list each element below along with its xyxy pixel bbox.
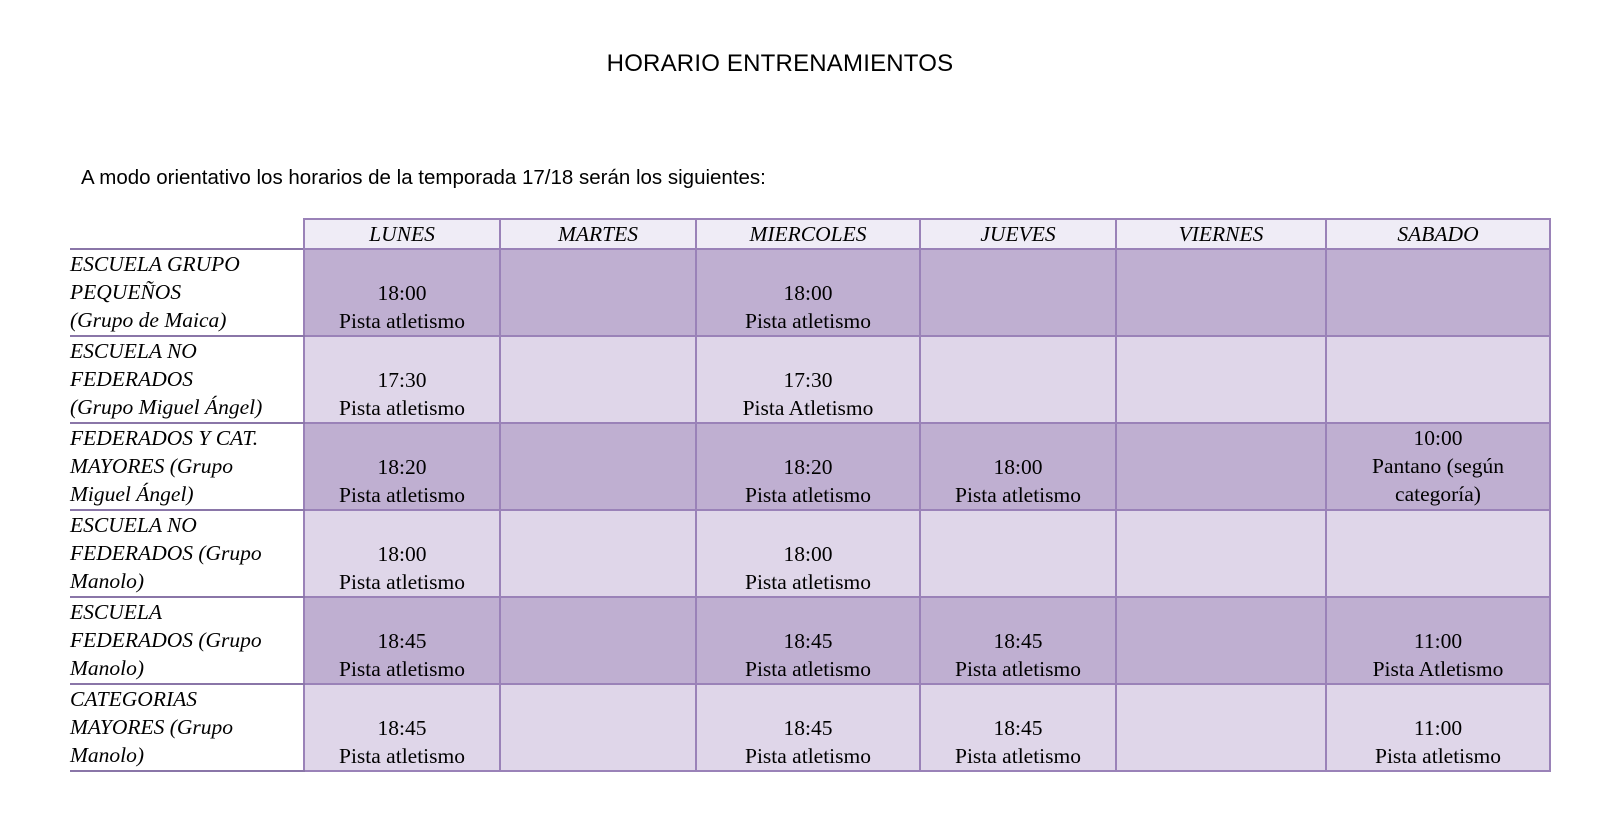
session-location: Pista Atletismo [1372, 657, 1504, 681]
session-location: Pista atletismo [744, 309, 871, 333]
schedule-row [70, 336, 1550, 423]
day-header-miercoles: MIERCOLES [696, 219, 920, 249]
session-location: Pista atletismo [338, 570, 465, 594]
schedule-cell-jueves [920, 423, 1116, 510]
session-time: 18:00 [377, 542, 427, 566]
session-time: 18:00 [783, 542, 833, 566]
session-time: 18:20 [783, 455, 833, 479]
schedule-cell-viernes [1116, 336, 1326, 423]
schedule-body [70, 249, 1550, 771]
group-label [70, 423, 304, 510]
session-location: Pista Atletismo [742, 396, 874, 420]
group-label-line: MAYORES (Grupo [70, 715, 234, 739]
schedule-row [70, 597, 1550, 684]
session-location: Pantano (según [1372, 454, 1504, 478]
session-location: Pista atletismo [744, 657, 871, 681]
schedule-cell-lunes [304, 249, 500, 336]
schedule-cell-martes [500, 249, 696, 336]
session-time: 18:45 [993, 716, 1043, 740]
group-label-line: ESCUELA NO [70, 513, 197, 537]
group-label [70, 684, 304, 771]
group-label-line: Manolo) [70, 569, 145, 593]
schedule-cell-jueves [920, 597, 1116, 684]
schedule-cell-miercoles [696, 597, 920, 684]
page-title: HORARIO ENTRENAMIENTOS [606, 50, 954, 77]
schedule-cell-sabado [1326, 510, 1550, 597]
schedule-cell-jueves [920, 684, 1116, 771]
schedule-row [70, 249, 1550, 336]
schedule-row [70, 684, 1550, 771]
session-location: Pista atletismo [338, 657, 465, 681]
schedule-cell-miercoles [696, 336, 920, 423]
session-location: Pista atletismo [744, 570, 871, 594]
schedule-cell-lunes [304, 423, 500, 510]
schedule-cell-miercoles [696, 423, 920, 510]
session-time: 18:45 [783, 716, 833, 740]
group-label-line: FEDERADOS [70, 367, 193, 391]
session-location: Pista atletismo [338, 309, 465, 333]
schedule-cell-martes [500, 423, 696, 510]
group-label-line: MAYORES (Grupo [70, 454, 234, 478]
schedule-table [70, 218, 1551, 772]
group-label-line: CATEGORIAS [70, 687, 197, 711]
session-location: Pista atletismo [954, 483, 1081, 507]
schedule-cell-lunes [304, 510, 500, 597]
schedule-cell-martes [500, 336, 696, 423]
schedule-cell-jueves [920, 510, 1116, 597]
session-location: Pista atletismo [954, 657, 1081, 681]
schedule-cell-viernes [1116, 249, 1326, 336]
group-label-line: PEQUEÑOS [70, 280, 182, 304]
session-time: 18:00 [783, 281, 833, 305]
day-header-viernes: VIERNES [1116, 219, 1326, 249]
schedule-cell-sabado [1326, 597, 1550, 684]
session-time: 18:45 [377, 629, 427, 653]
schedule-cell-martes [500, 684, 696, 771]
day-header-lunes: LUNES [304, 219, 500, 249]
schedule-row [70, 423, 1550, 510]
header-corner [70, 219, 304, 249]
day-header-sabado: SABADO [1326, 219, 1550, 249]
session-time: 18:00 [377, 281, 427, 305]
group-label-line: Miguel Ángel) [70, 482, 194, 506]
schedule-cell-sabado [1326, 336, 1550, 423]
schedule-cell-sabado [1326, 423, 1550, 510]
schedule-cell-viernes [1116, 510, 1326, 597]
day-header-jueves: JUEVES [920, 219, 1116, 249]
schedule-cell-viernes [1116, 597, 1326, 684]
schedule-cell-sabado [1326, 684, 1550, 771]
group-label-line: Manolo) [70, 743, 145, 767]
session-time: 17:30 [377, 368, 427, 392]
schedule-cell-lunes [304, 684, 500, 771]
session-time: 18:00 [993, 455, 1043, 479]
schedule-cell-lunes [304, 336, 500, 423]
schedule-cell-viernes [1116, 684, 1326, 771]
schedule-cell-miercoles [696, 249, 920, 336]
session-time: 17:30 [783, 368, 833, 392]
group-label-line: ESCUELA GRUPO [70, 252, 240, 276]
schedule-cell-jueves [920, 249, 1116, 336]
schedule-cell-sabado [1326, 249, 1550, 336]
schedule-row [70, 510, 1550, 597]
header-row [70, 219, 1550, 249]
day-header-martes: MARTES [500, 219, 696, 249]
group-label-line: ESCUELA [70, 600, 162, 624]
schedule-cell-miercoles [696, 510, 920, 597]
group-label-line: FEDERADOS Y CAT. [70, 426, 259, 450]
schedule-cell-martes [500, 510, 696, 597]
session-location: Pista atletismo [744, 483, 871, 507]
intro-text: A modo orientativo los horarios de la temporada 17/18 serán los siguientes: [81, 166, 766, 189]
group-label-line: ESCUELA NO [70, 339, 197, 363]
session-time: 18:45 [783, 629, 833, 653]
session-location: Pista atletismo [744, 744, 871, 768]
session-time: 18:20 [377, 455, 427, 479]
group-label [70, 597, 304, 684]
session-location: Pista atletismo [338, 483, 465, 507]
group-label-line: FEDERADOS (Grupo [70, 628, 262, 652]
group-label-line: FEDERADOS (Grupo [70, 541, 262, 565]
schedule-cell-martes [500, 597, 696, 684]
session-location: categoría) [1395, 482, 1481, 506]
schedule-cell-lunes [304, 597, 500, 684]
session-location: Pista atletismo [338, 396, 465, 420]
group-label-line: (Grupo Miguel Ángel) [70, 395, 263, 419]
group-label-line: (Grupo de Maica) [70, 308, 227, 332]
schedule-cell-miercoles [696, 684, 920, 771]
session-location: Pista atletismo [338, 744, 465, 768]
session-time: 18:45 [993, 629, 1043, 653]
session-time: 18:45 [377, 716, 427, 740]
group-label [70, 510, 304, 597]
schedule-cell-jueves [920, 336, 1116, 423]
group-label [70, 336, 304, 423]
session-location: Pista atletismo [954, 744, 1081, 768]
schedule-cell-viernes [1116, 423, 1326, 510]
session-time: 11:00 [1413, 716, 1463, 740]
session-location: Pista atletismo [1374, 744, 1501, 768]
group-label-line: Manolo) [70, 656, 145, 680]
session-time: 11:00 [1413, 629, 1463, 653]
session-time: 10:00 [1413, 426, 1463, 450]
group-label [70, 249, 304, 336]
